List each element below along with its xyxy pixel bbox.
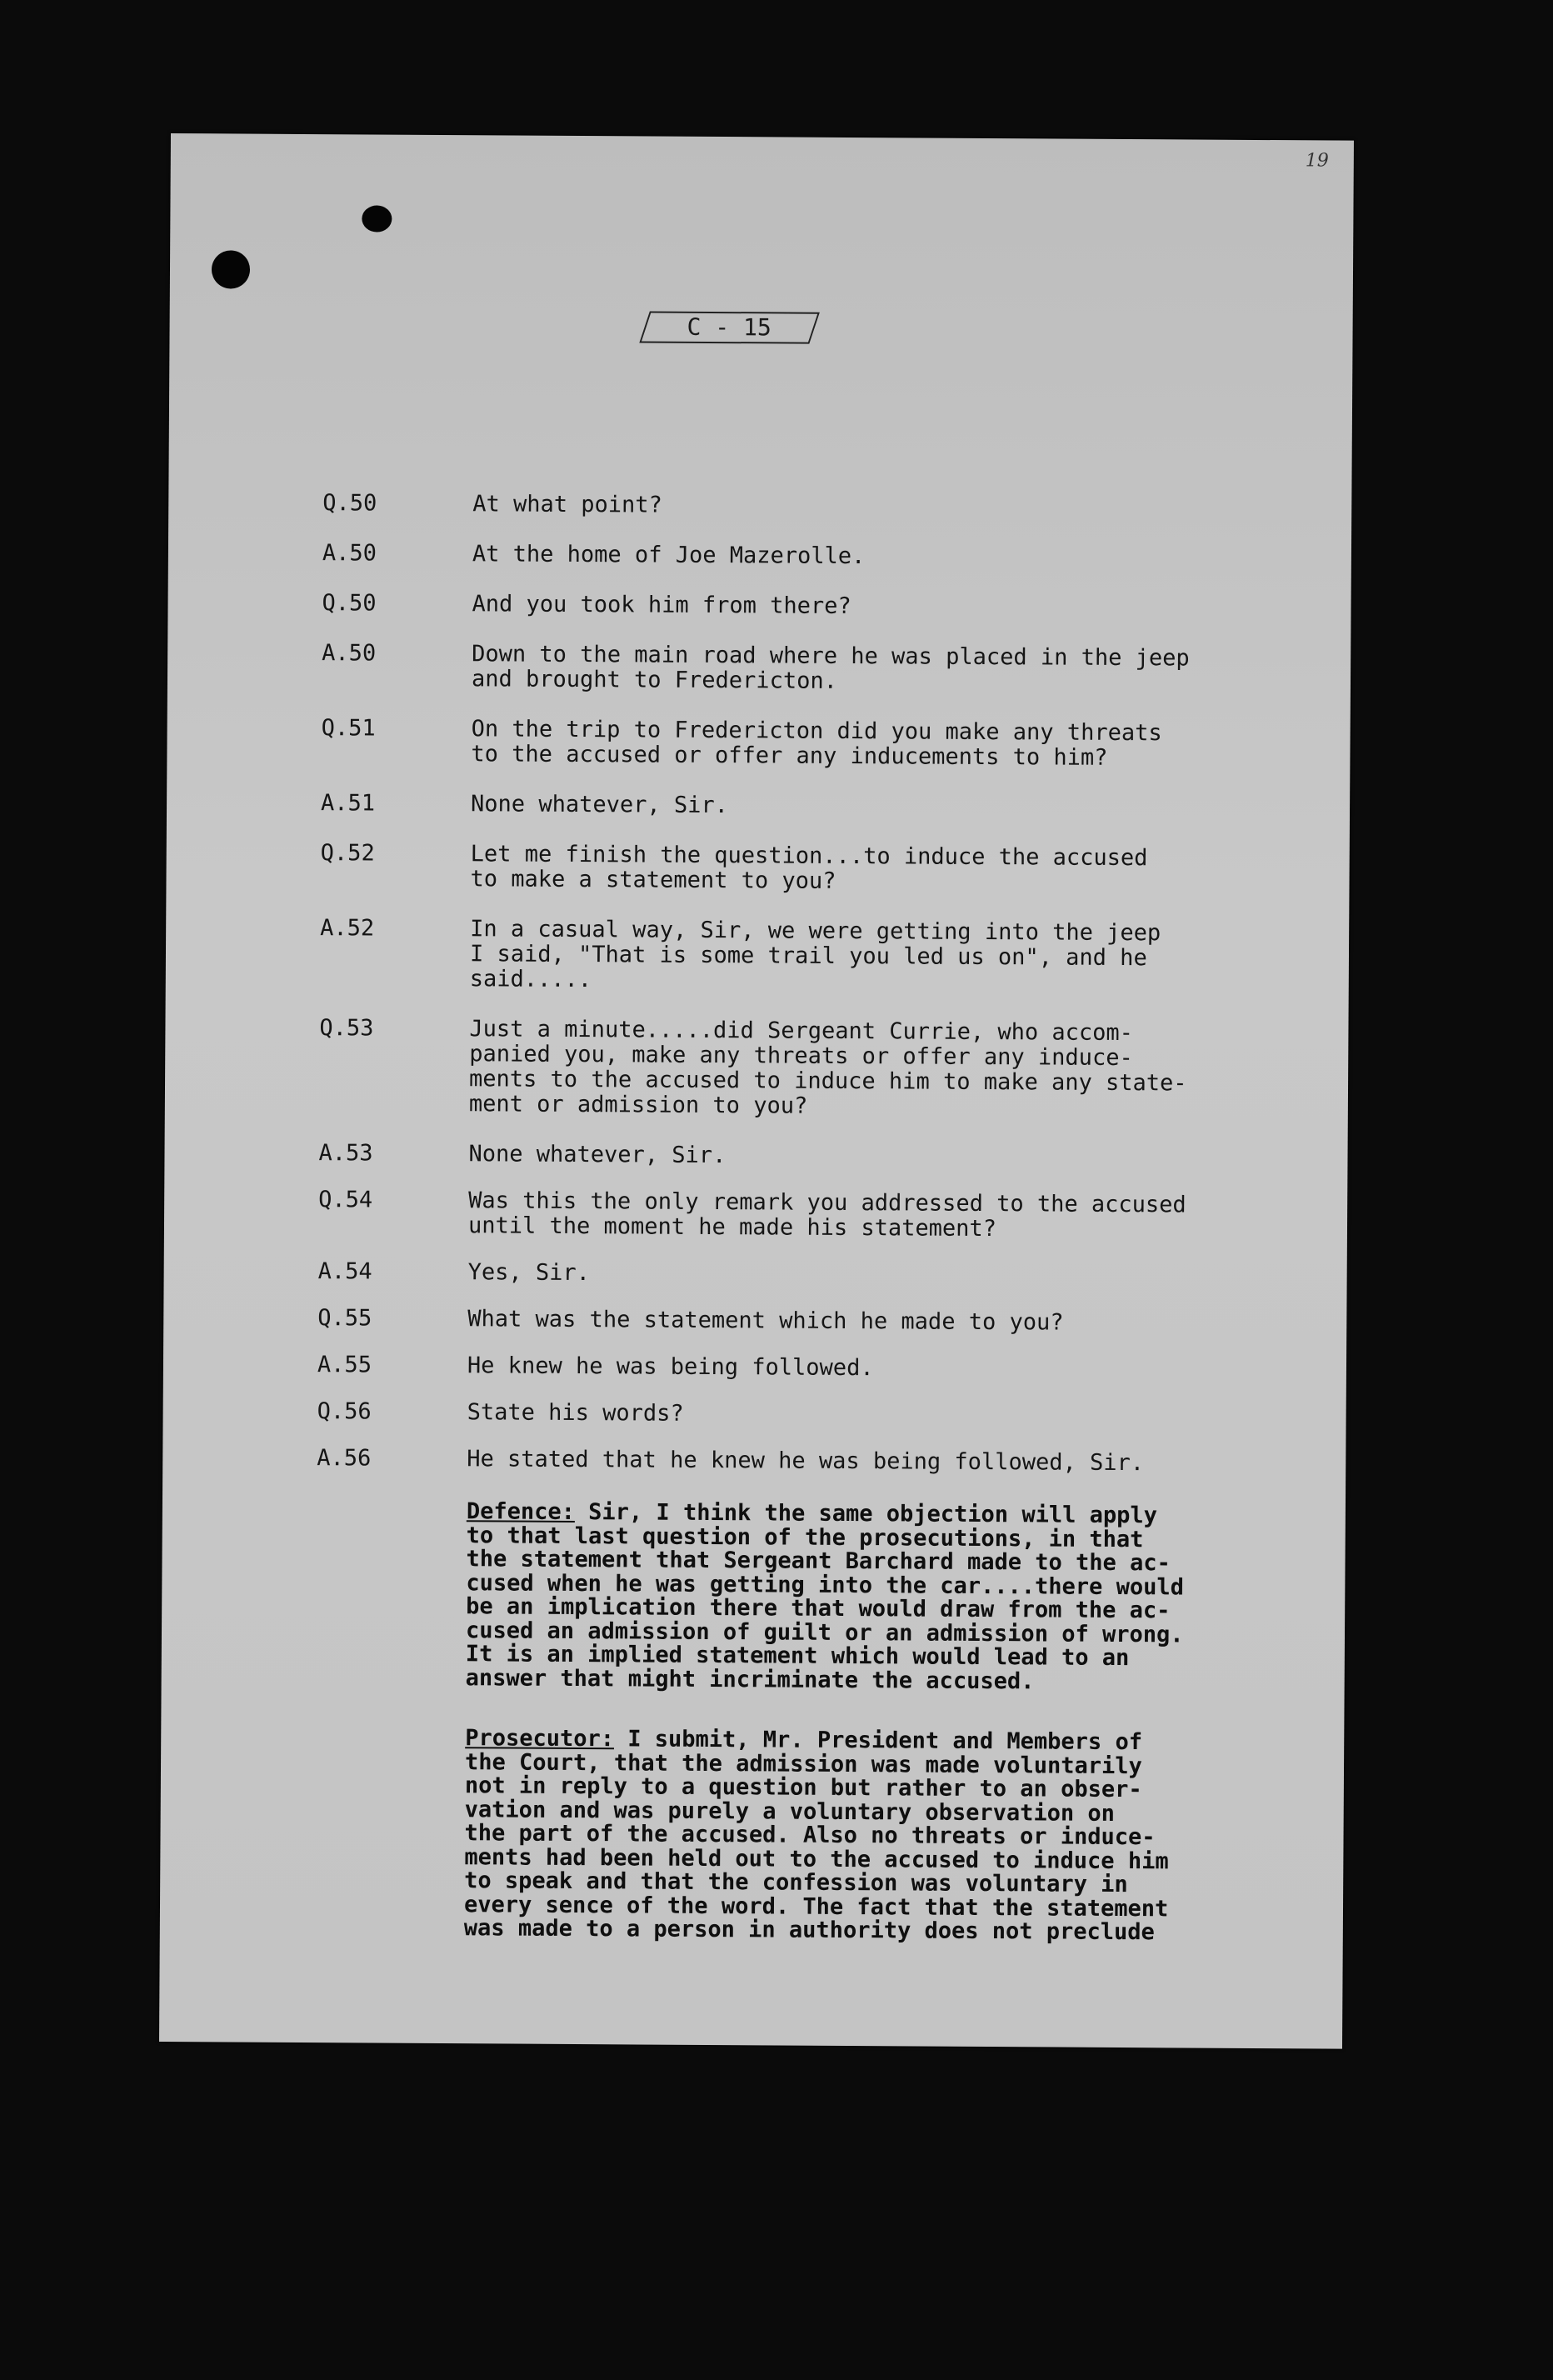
exchange-label: A.50 [322,540,377,567]
exchange-label: A.50 [322,640,377,667]
reference-box [639,312,820,344]
prosecutor-speaker: Prosecutor: [465,1725,615,1752]
exchange-text: And you took him from there? [472,591,851,619]
exchange-row [320,841,1320,897]
exchange-row [322,641,1321,697]
exchange-text: None whatever, Sir. [468,1141,727,1169]
exchange-text: Down to the main road where he was placed in the jeep and brought to Fredericton. [471,641,1190,694]
exchange-label: Q.53 [319,1015,374,1042]
exchange-text: At what point? [472,491,662,518]
exchange-text: He knew he was being followed. [467,1352,874,1382]
defence-text: Sir, I think the same objection will apply to that last question of the prosecutions, in that the statement that Sergeant Barchard made to the ac- cused when he was getting into the car....there would be an implication there that would draw from the ac- cused an admission of guilt or an admission of wrong. It is an implied statement which would lead to an answer that might incriminate the accused. [465,1498,1185,1694]
exchange-label: A.51 [320,790,376,817]
exchange-text: State his words? [467,1399,684,1427]
exchange-text: On the trip to Fredericton did you make any threats to the accused or offer any inducements to him? [471,716,1162,771]
exchange-row [321,791,1321,822]
exchange-row [322,541,1322,572]
exchange-label: A.54 [317,1258,372,1285]
exchange-row [322,491,1322,522]
exchange-row [318,1188,1318,1243]
exchange-row [317,1446,1316,1477]
exchange-list [317,491,1322,1477]
exchange-row [321,716,1321,772]
reference-label: C - 15 [687,312,772,342]
exchange-label: Q.54 [318,1187,373,1213]
exchange-text: What was the statement which he made to you? [467,1306,1064,1336]
exchange-label: A.52 [320,915,375,942]
exchange-text: None whatever, Sir. [470,791,729,819]
exchange-label: A.56 [317,1445,372,1472]
exchange-row [317,1352,1317,1383]
exchange-text: Just a minute.....did Sergeant Currie, who accom- panied you, make any threats or offer any induce- ments to the accused to induce him to make any state- ment or admission to you? [468,1016,1187,1119]
exchange-text: At the home of Joe Mazerolle. [472,541,866,570]
exchange-row [318,1259,1318,1290]
exchange-row [317,1399,1317,1430]
exchange-row [318,1141,1318,1172]
exchange-text: Was this the only remark you addressed to the accused until the moment he made his statement? [467,1188,1186,1242]
exchange-text: Yes, Sir. [467,1259,591,1287]
exchange-row [320,916,1321,997]
exchange-label: Q.52 [320,840,375,867]
exchange-text: He stated that he knew he was being followed, Sir. [467,1446,1145,1477]
prosecutor-statement [464,1727,1266,1945]
punch-hole-icon [362,205,392,232]
defence-statement [466,1500,1266,1695]
prosecutor-text: I submit, Mr. President and Members of the Court, that the admission was made voluntarily not in reply to a question but rather to an obser- vation and was purely a voluntary observation on the part of the accused. Also no threats or induce- ments had been held out to the accused to induce him to speak and that the confession was voluntary in every sence of the word. The fact that the statement was made to a person in authority does not preclude [463,1726,1169,1946]
exchange-text: In a casual way, Sir, we were getting into the jeep I said, "That is some trail you led us on", and he said..... [469,916,1161,993]
transcript-body [314,468,1323,1946]
exchange-label: A.55 [317,1352,372,1378]
exchange-label: Q.55 [317,1305,372,1332]
exchange-label: Q.56 [317,1398,372,1425]
page-number: 19 [1305,150,1329,172]
exchange-label: Q.50 [322,490,377,517]
exchange-row [319,1016,1320,1122]
exchange-label: A.53 [318,1140,373,1167]
exchange-text: Let me finish the question...to induce the accused to make a statement to you? [470,841,1148,894]
exchange-label: Q.51 [321,715,376,742]
punch-hole-icon [212,250,250,288]
exchange-row [322,591,1321,622]
document-page [159,133,1354,2049]
defence-speaker: Defence: [466,1498,576,1525]
exchange-label: Q.50 [322,590,377,617]
exchange-row [317,1306,1317,1337]
